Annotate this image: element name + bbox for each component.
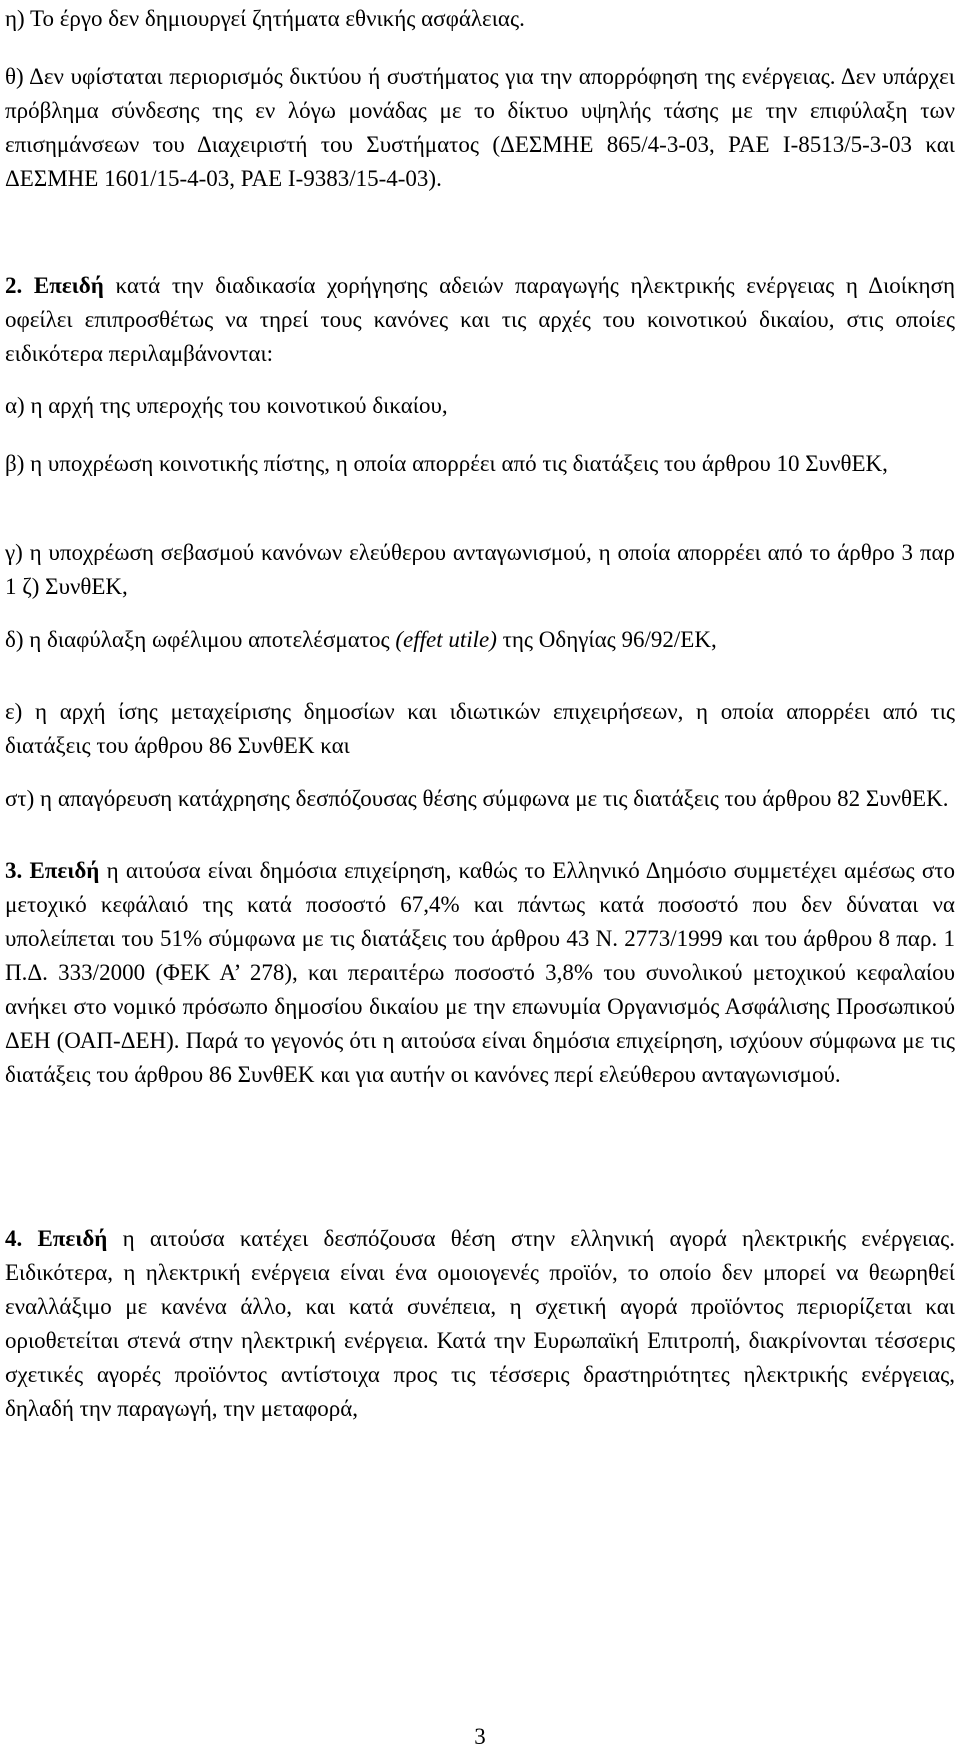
- paragraph-2: [5, 269, 955, 371]
- paragraph-4: [5, 1222, 955, 1426]
- item-alpha: [5, 389, 955, 423]
- item-gamma: [5, 536, 955, 604]
- item-alpha-text: α) η αρχή της υπεροχής του κοινοτικού δικαίου,: [5, 393, 448, 418]
- paragraph-theta-text: θ) Δεν υφίσταται περιορισμός δικτύου ή συστήματος για την απορρόφηση της ενέργειας. Δεν υπάρχει πρόβλημα σύνδεσης της εν λόγω μονάδας με το δίκτυο υψηλής τάσης με την επιφύλαξη των επισημάνσεων του Διαχειριστή του Συστήματος (ΔΕΣΜΗΕ 865/4-3-03, ΡΑΕ Ι-8513/5-3-03 και ΔΕΣΜΗΕ 1601/15-4-03, ΡΑΕ Ι-9383/15-4-03).: [5, 64, 955, 191]
- paragraph-2-lead: 2. Επειδή: [5, 273, 104, 298]
- item-delta-post: της Οδηγίας 96/92/ΕΚ,: [496, 627, 717, 652]
- paragraph-3: [5, 854, 955, 1092]
- item-epsilon-text: ε) η αρχή ίσης μεταχείρισης δημοσίων και ιδιωτικών επιχειρήσεων, η οποία απορρέει από τις διατάξεις του άρθρου 86 ΣυνθΕΚ και: [5, 699, 955, 758]
- item-delta: [5, 623, 955, 657]
- paragraph-4-lead: 4. Επειδή: [5, 1226, 108, 1251]
- item-stigma-text: στ) η απαγόρευση κατάχρησης δεσπόζουσας θέσης σύμφωνα με τις διατάξεις του άρθρου 82 ΣυνθΕΚ.: [5, 786, 949, 811]
- item-epsilon: [5, 695, 955, 763]
- paragraph-theta: [5, 60, 955, 196]
- paragraph-4-body: η αιτούσα κατέχει δεσπόζουσα θέση στην ελληνική αγορά ηλεκτρικής ενέργειας. Ειδικότερα, η ηλεκτρική ενέργεια είναι ένα ομοιογενές προϊόν, το οποίο δεν μπορεί να θεωρηθεί εναλλάξιμο με κανένα άλλο, και κατά συνέπεια, η σχετική αγορά προϊόντος περιορίζεται και οριοθετείται στενά στην ηλεκτρική ενέργεια. Κατά την Ευρωπαϊκή Επιτροπή, διακρίνονται τέσσερις σχετικές αγορές προϊόντος αντίστοιχα προς τις τέσσερις δραστηριότητες ηλεκτρικής ενέργειας, δηλαδή την παραγωγή, την μεταφορά,: [5, 1226, 955, 1421]
- item-beta-text: β) η υποχρέωση κοινοτικής πίστης, η οποία απορρέει από τις διατάξεις του άρθρου 10 ΣυνθΕΚ,: [5, 451, 888, 476]
- paragraph-3-body: η αιτούσα είναι δημόσια επιχείρηση, καθώς το Ελληνικό Δημόσιο συμμετέχει αμέσως στο μετοχικό κεφάλαιό της κατά ποσοστό 67,4% και πάντως κατά ποσοστό που δεν δύναται να υπολείπεται του 51% σύμφωνα με τις διατάξεις του άρθρου 43 Ν. 2773/1999 και του άρθρου 8 παρ. 1 Π.Δ. 333/2000 (ΦΕΚ Α’ 278), και περαιτέρω ποσοστό 3,8% του συνολικού μετοχικού κεφαλαίου ανήκει στο νομικό πρόσωπο δημοσίου δικαίου με την επωνυμία Οργανισμός Ασφάλισης Προσωπικού ΔΕΗ (ΟΑΠ-ΔΕΗ). Παρά το γεγονός ότι η αιτούσα είναι δημόσια επιχείρηση, ισχύουν σύμφωνα με τις διατάξεις του άρθρου 86 ΣυνθΕΚ και για αυτήν οι κανόνες περί ελεύθερου ανταγωνισμού.: [5, 858, 955, 1087]
- page-number: 3: [474, 1724, 486, 1749]
- item-delta-pre: δ) η διαφύλαξη ωφέλιμου αποτελέσματος: [5, 627, 396, 652]
- item-gamma-text: γ) η υποχρέωση σεβασμού κανόνων ελεύθερου ανταγωνισμού, η οποία απορρέει από το άρθρο 3 παρ 1 ζ) ΣυνθΕΚ,: [5, 540, 955, 599]
- item-delta-italic: (effet utile): [395, 627, 497, 652]
- item-beta: [5, 447, 955, 481]
- paragraph-3-lead: 3. Επειδή: [5, 858, 100, 883]
- paragraph-eta: [5, 2, 955, 36]
- item-stigma: [5, 782, 955, 816]
- paragraph-2-body: κατά την διαδικασία χορήγησης αδειών παραγωγής ηλεκτρικής ενέργειας η Διοίκηση οφείλει επιπροσθέτως να τηρεί τους κανόνες και τις αρχές του κοινοτικού δικαίου, στις οποίες ειδικότερα περιλαμβάνονται:: [5, 273, 955, 366]
- paragraph-eta-text: η) Το έργο δεν δημιουργεί ζητήματα εθνικής ασφάλειας.: [5, 6, 525, 31]
